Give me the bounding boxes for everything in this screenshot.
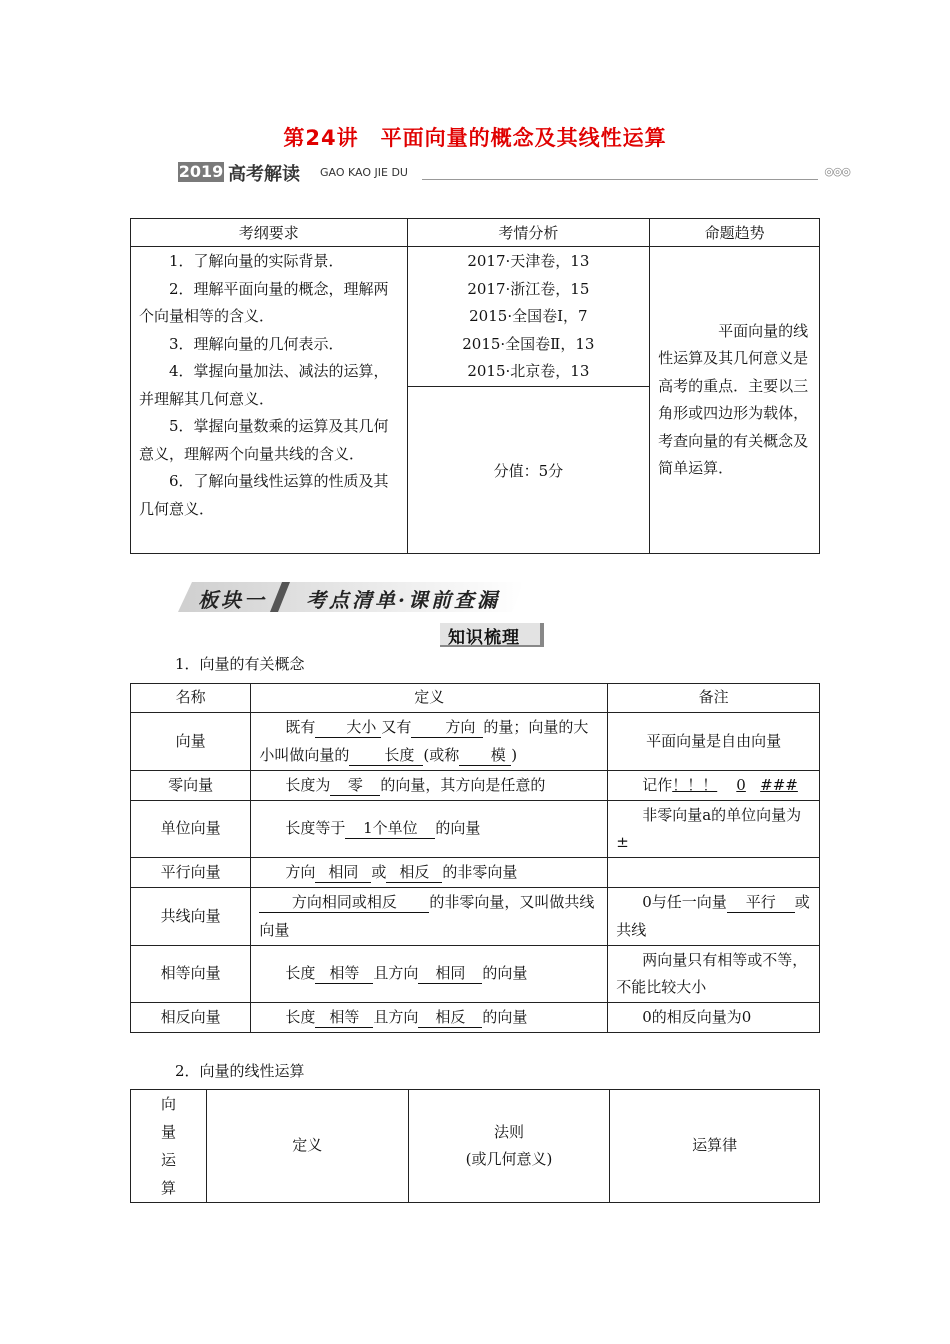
operations-heading: 2．向量的线性运算 <box>175 1062 305 1080</box>
analysis-item: 2015·全国卷Ⅱ，13 <box>462 334 595 353</box>
concept-definition: 长度 相等 且方向 相同 的向量 <box>251 946 608 1003</box>
table-row <box>131 801 820 858</box>
col-operation-label: 向量运算 <box>160 1095 176 1197</box>
requirement-item: 5．掌握向量数乘的运算及其几何意义，理解两个向量共线的含义． <box>139 417 389 463</box>
col-definition: 定义 <box>251 684 608 713</box>
blank-answer: 平行 <box>727 892 795 913</box>
header-requirements: 考纲要求 <box>131 219 408 247</box>
table-row <box>131 771 820 801</box>
col-name: 名称 <box>131 684 251 713</box>
concept-definition: 方向相同或相反 的非零向量，又叫做共线向量 <box>251 888 608 946</box>
concepts-heading: 1．向量的有关概念 <box>175 655 305 673</box>
concept-name: 向量 <box>131 713 251 771</box>
lecture-number: 第24讲 <box>283 126 359 150</box>
requirement-item: 3．理解向量的几何表示． <box>169 334 344 353</box>
analysis-cell <box>407 247 650 387</box>
blank-answer: 1个单位 <box>345 818 435 839</box>
blank-answer: 方向 <box>411 717 483 738</box>
blank-answer: 零 <box>330 775 380 796</box>
analysis-item: 2017·天津卷，13 <box>467 252 590 270</box>
requirement-item: 4．掌握向量加法、减法的运算，并理解其几何意义． <box>139 362 389 408</box>
analysis-item: 2015·全国卷Ⅰ，7 <box>469 307 588 325</box>
banner-year: 2019 <box>178 162 224 181</box>
col-definition: 定义 <box>206 1090 408 1203</box>
trend-text: 平面向量的线性运算及其几何意义是高考的重点．主要以三角形或四边形为载体，考查向量的有关概念及简单运算． <box>658 321 809 477</box>
blank-answer: 大小 <box>315 717 381 738</box>
concept-name: 单位向量 <box>131 801 251 858</box>
concept-note: 0的相反向量为0 <box>608 1003 820 1033</box>
requirement-item: 1．了解向量的实际背景． <box>169 252 344 270</box>
blank-answer: 相等 <box>315 1007 373 1028</box>
requirement-item: 6．了解向量线性运算的性质及其几何意义． <box>139 472 389 518</box>
banner-pinyin: GAO KAO JIE DU <box>320 166 408 179</box>
blank-answer: 模 <box>459 745 511 766</box>
concept-note <box>608 858 820 888</box>
concept-note: 平面向量是自由向量 <box>608 713 820 771</box>
concept-definition: 长度等于 1个单位 的向量 <box>251 801 608 858</box>
knowledge-tag <box>440 623 544 647</box>
col-rule <box>408 1090 610 1203</box>
table-row <box>131 1003 820 1033</box>
trend-cell <box>650 247 820 554</box>
concept-name: 零向量 <box>131 771 251 801</box>
concept-note: 两向量只有相等或不等，不能比较大小 <box>608 946 820 1003</box>
col-rule-sublabel: (或几何意义) <box>465 1150 553 1168</box>
blank-answer: 相反 <box>386 862 442 883</box>
concept-note: 非零向量a的单位向量为± <box>608 801 820 858</box>
page-title <box>0 122 950 152</box>
col-operation <box>131 1090 207 1203</box>
banner-label: 高考解读 <box>228 164 300 185</box>
lecture-topic: 平面向量的概念及其线性运算 <box>380 126 667 150</box>
concept-definition: 长度为 零 的向量，其方向是任意的 <box>251 771 608 801</box>
requirements-cell <box>131 247 408 554</box>
blank-answer: 长度 <box>349 745 423 766</box>
table-row <box>131 888 820 946</box>
concept-definition: 方向 相同 或 相反 的非零向量 <box>251 858 608 888</box>
overview-table <box>130 218 820 554</box>
concepts-table <box>130 683 820 1033</box>
concept-name: 相反向量 <box>131 1003 251 1033</box>
col-laws: 运算律 <box>610 1090 820 1203</box>
requirement-item: 2．理解平面向量的概念，理解两个向量相等的含义． <box>139 279 389 325</box>
table-row <box>131 858 820 888</box>
concept-definition: 既有 大小 又有 方向 的量；向量的大小叫做向量的 长度 (或称 模 ) <box>251 713 608 771</box>
banner-dots-icon: ◎◎◎ <box>824 165 850 178</box>
header-analysis: 考情分析 <box>407 219 650 247</box>
blank-answer: 相同 <box>418 963 482 984</box>
analysis-item: 2017·浙江卷，15 <box>467 279 590 298</box>
concept-name: 相等向量 <box>131 946 251 1003</box>
banner-rule <box>422 179 818 180</box>
section-part: 板块一 <box>198 588 267 612</box>
blank-answer: 方向相同或相反 <box>259 892 429 913</box>
operations-table <box>130 1089 820 1203</box>
concept-definition: 长度 相等 且方向 相反 的向量 <box>251 1003 608 1033</box>
blank-answer: 相同 <box>315 862 371 883</box>
blank-answer: 相等 <box>315 963 373 984</box>
section-name: 考点清单·课前查漏 <box>306 588 500 612</box>
concept-note: 记作！！！ 0 ### <box>608 771 820 801</box>
table-row <box>131 713 820 771</box>
col-note: 备注 <box>608 684 820 713</box>
analysis-item: 2015·北京卷，13 <box>467 362 590 380</box>
section-banner <box>178 582 524 612</box>
blank-answer: 相反 <box>418 1007 482 1028</box>
concept-note: 0与任一向量 平行 或共线 <box>608 888 820 946</box>
knowledge-tag-label: 知识梳理 <box>448 628 520 648</box>
header-trend: 命题趋势 <box>650 219 820 247</box>
exam-banner <box>178 160 850 184</box>
score-cell: 分值：5分 <box>407 387 650 554</box>
table-row <box>131 946 820 1003</box>
col-rule-label: 法则 <box>493 1122 524 1141</box>
concept-name: 平行向量 <box>131 858 251 888</box>
concept-name: 共线向量 <box>131 888 251 946</box>
